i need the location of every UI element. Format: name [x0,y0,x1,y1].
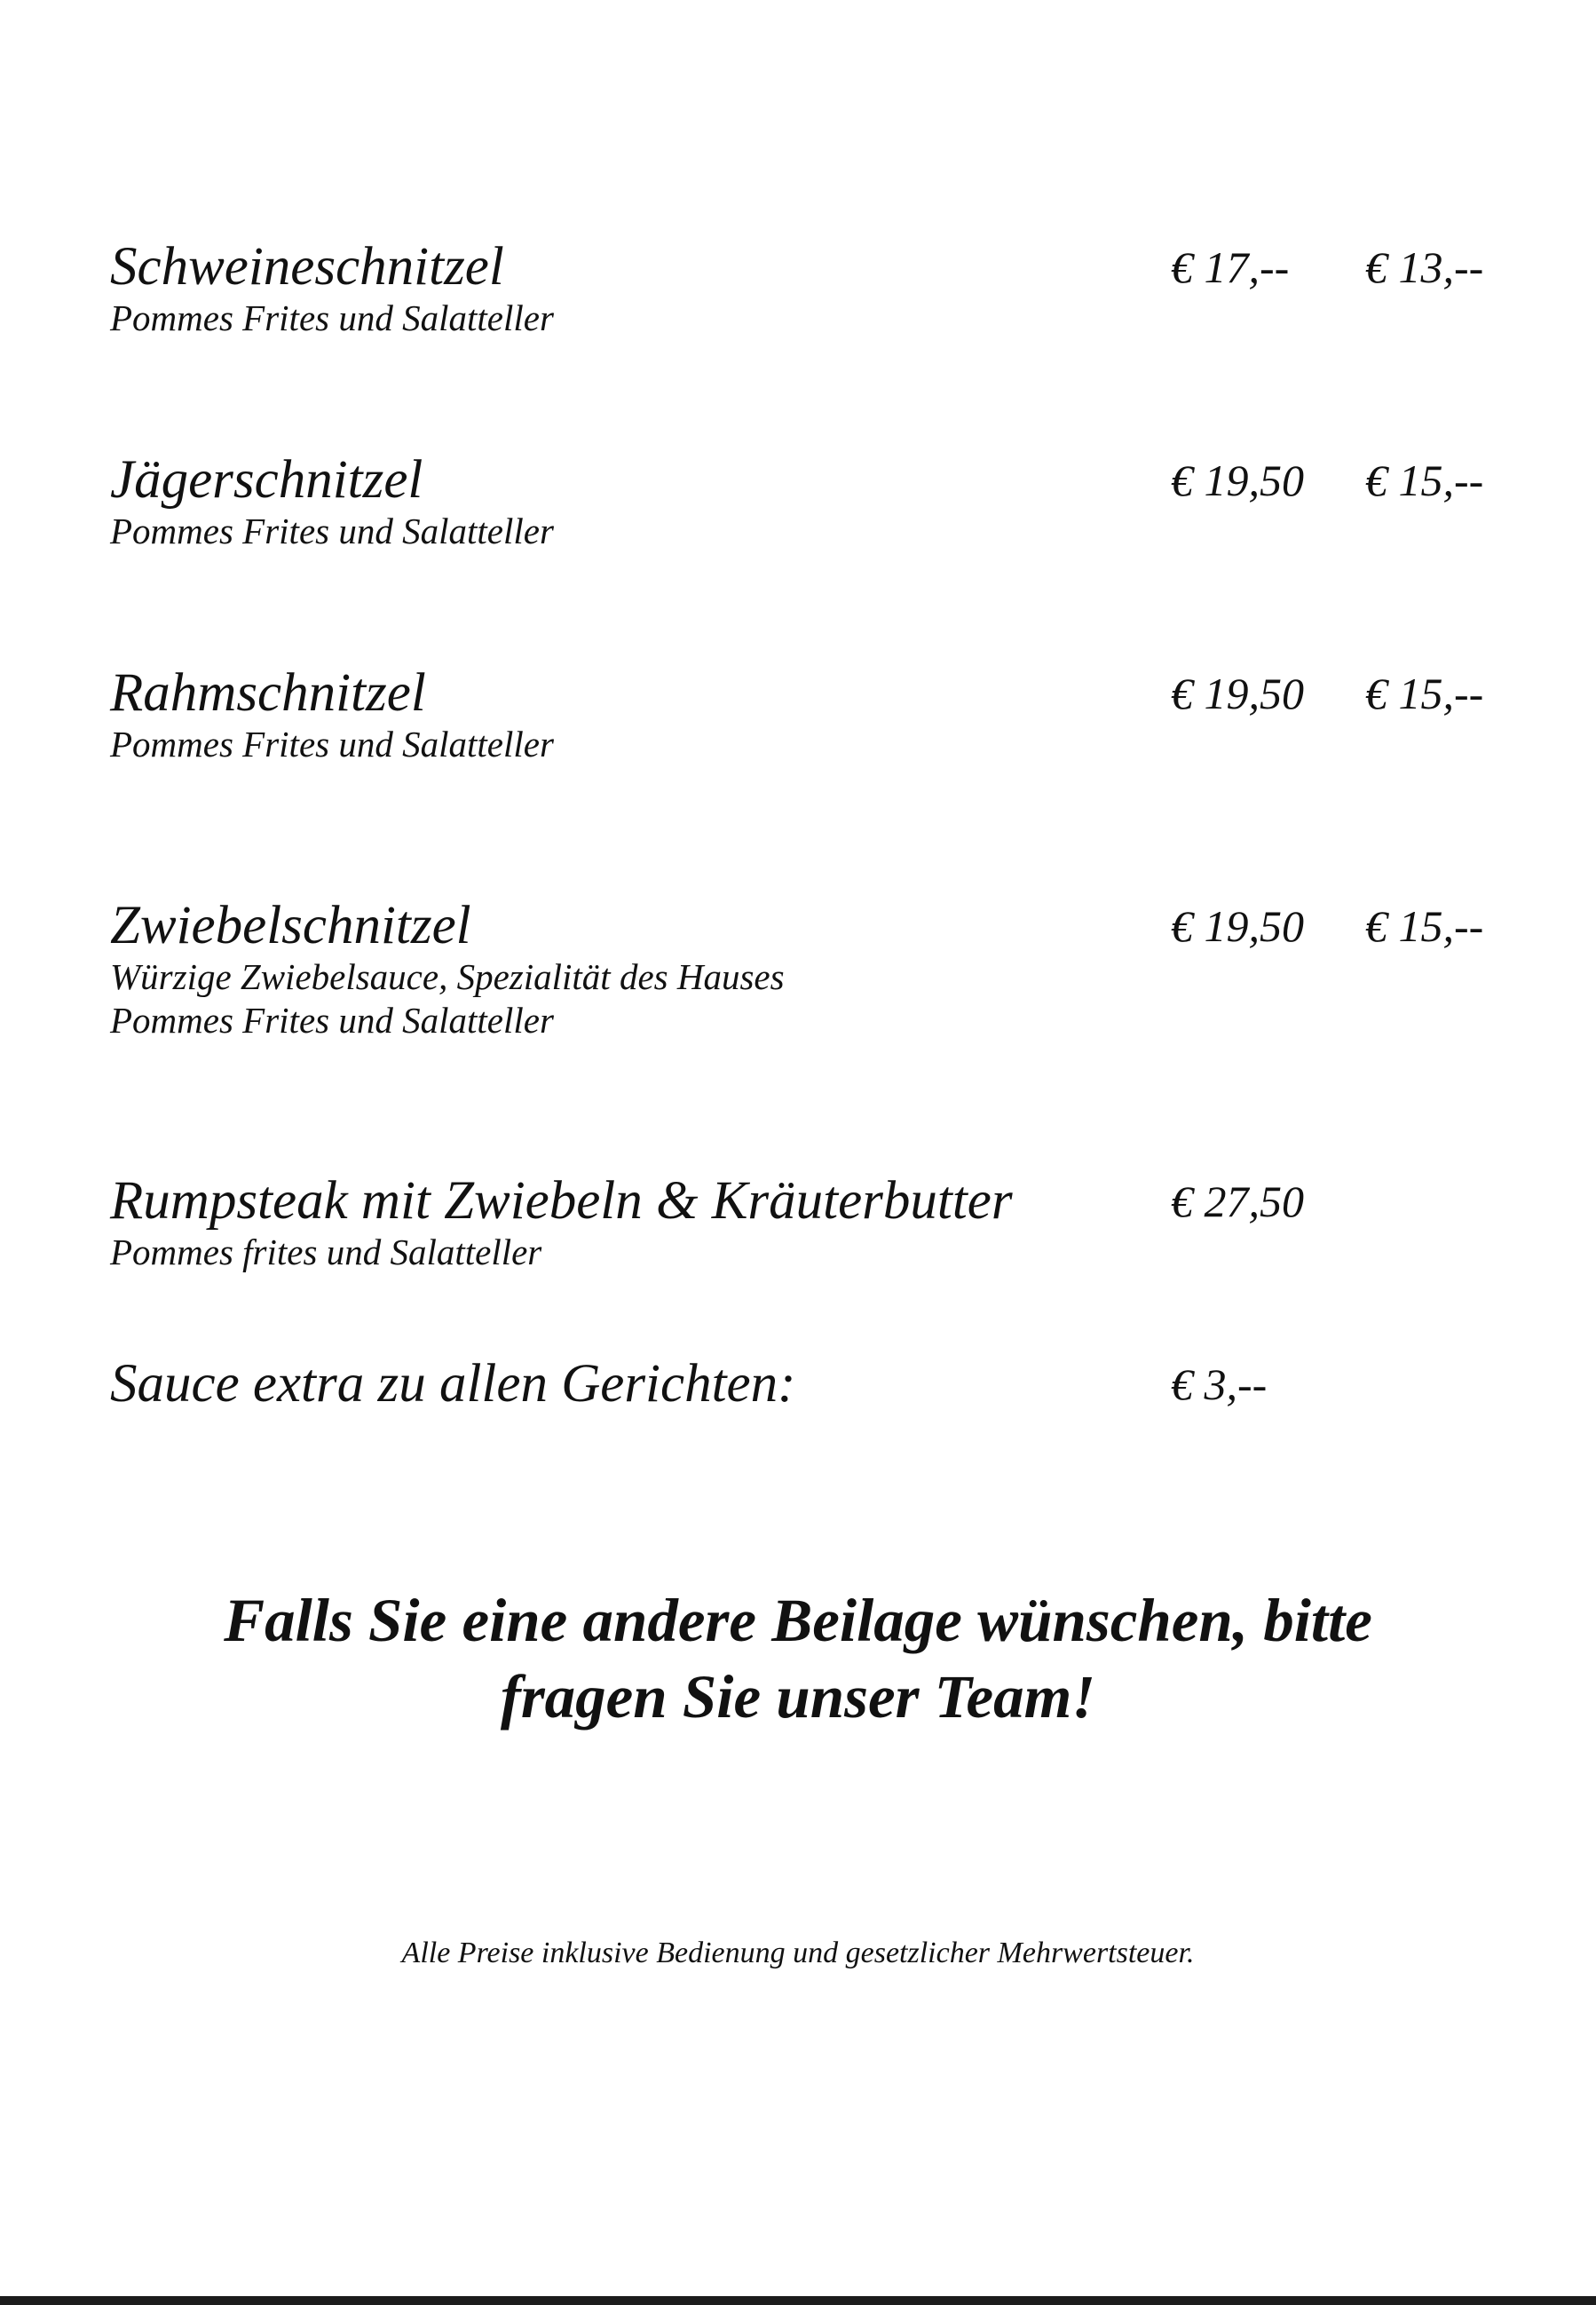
dish-price-small: € 15,-- [1365,669,1484,718]
dish-description: Pommes Frites und Salatteller [110,724,554,764]
menu-item-rahmschnitzel [110,664,1495,766]
dish-description: Pommes frites und Salatteller [110,1232,542,1272]
dish-price-regular: € 19,50 [1171,669,1304,718]
menu-item-zwiebelschnitzel [110,897,1495,1042]
dish-price-regular: € 19,50 [1171,455,1304,505]
dish-description: Würzige Zwiebelsauce, Spezialität des Hauses [110,956,785,997]
notice-line: Falls Sie eine andere Beilage wünschen, bitte [224,1587,1372,1654]
dish-name: Rahmschnitzel [110,663,426,723]
dish-price-regular: € 3,-- [1171,1359,1268,1409]
menu-item-jaegerschnitzel [110,451,1495,553]
notice-line: fragen Sie unser Team! [500,1663,1096,1731]
dish-price-regular: € 27,50 [1171,1176,1304,1226]
price-footnote: Alle Preise inklusive Bedienung und gesetzlicher Mehrwertsteuer. [401,1937,1195,1969]
dish-name: Jägerschnitzel [110,450,423,510]
menu-item-sauce-extra [110,1355,1495,1414]
menu-item-rumpsteak [110,1172,1495,1274]
dish-price-regular: € 19,50 [1171,901,1304,951]
dish-price-regular: € 17,-- [1171,242,1290,292]
dish-name: Sauce extra zu allen Gerichten: [110,1354,796,1414]
dish-price-small: € 13,-- [1365,242,1484,292]
dish-price-small: € 15,-- [1365,901,1484,951]
bottom-edge-divider [0,2296,1596,2305]
dish-description: Pommes Frites und Salatteller [110,1000,554,1041]
dish-name: Rumpsteak mit Zwiebeln & Kräuterbutter [110,1171,1013,1231]
dish-name: Zwiebelschnitzel [110,896,471,955]
side-dish-notice [0,1582,1596,1735]
dish-description: Pommes Frites und Salatteller [110,511,554,551]
dish-description: Pommes Frites und Salatteller [110,297,554,338]
dish-price-small: € 15,-- [1365,455,1484,505]
dish-name: Schweineschnitzel [110,237,504,297]
menu-item-schweineschnitzel [110,238,1495,340]
